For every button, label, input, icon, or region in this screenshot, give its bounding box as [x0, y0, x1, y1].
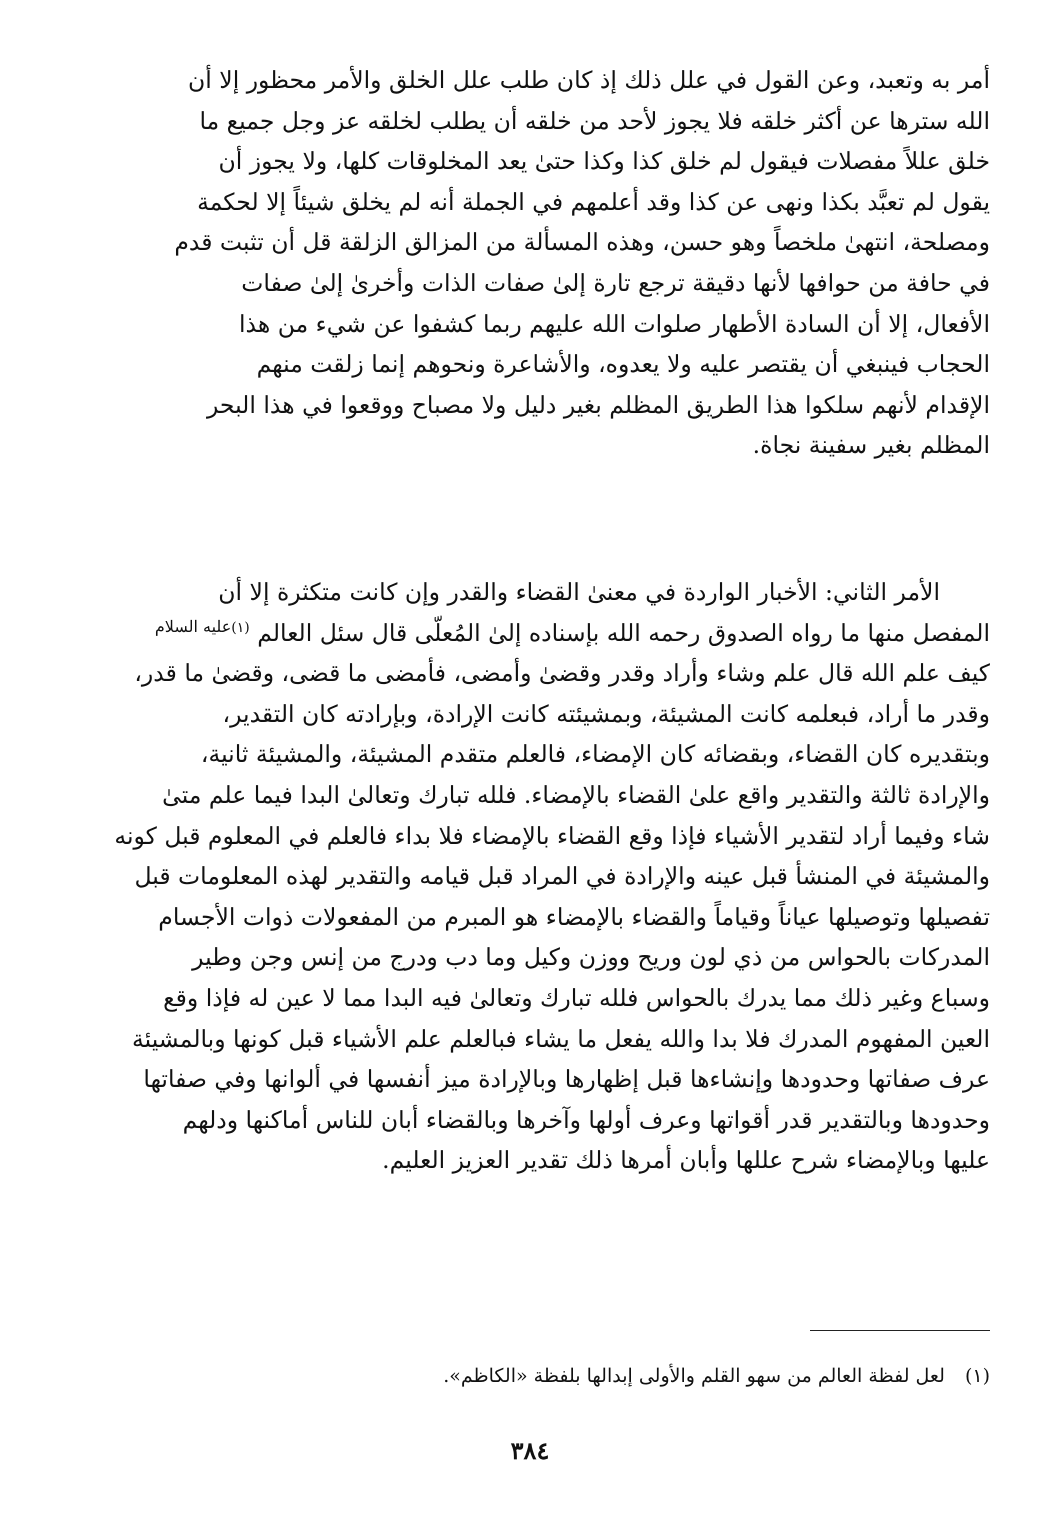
- text-line: ومصلحة، انتهىٰ ملخصاً وهو حسن، وهذه المسألة من المزالق الزلقة قل أن تثبت قدم: [174, 228, 990, 257]
- text-line: عليها وبالإمضاء شرح عللها وأبان أمرها ذلك تقدير العزيز العليم.: [382, 1146, 990, 1175]
- text-line: [70, 613, 990, 654]
- honorific-glyph: عليه السلام: [154, 616, 232, 636]
- text-line: شاء وفيما أراد لتقدير الأشياء فإذا وقع القضاء بالإمضاء فلا بداء فالعلم في المعلوم قبل كونه: [114, 821, 990, 850]
- text-line: والمشيئة في المنشأ قبل عينه والإرادة في المراد قبل قيامه والتقدير لهذه المعلومات قبل: [134, 862, 990, 891]
- text-line: وحدودها وبالتقدير قدر أقواتها وعرف أولها وآخرها وبالقضاء أبان للناس أماكنها ودلهم: [182, 1105, 990, 1134]
- footnote-text: لعل لفظة العالم من سهو القلم والأولى إبدالها بلفظة «الكاظم».: [443, 1365, 945, 1387]
- text-line: المدركات بالحواس من ذي لون وريح ووزن وكيل وما دب ودرج من إنس وجن وطير: [192, 943, 990, 972]
- text-line: وسباع وغير ذلك مما يدرك بالحواس فلله تبارك وتعالىٰ فيه البدا مما لا عين له فإذا وقع: [163, 983, 990, 1012]
- paragraph-2: [70, 572, 990, 1181]
- footnote-marker: (١): [231, 619, 250, 636]
- book-page: [70, 60, 990, 1500]
- text-line: خلق عللاً مفصلات فيقول لم خلق كذا وكذا حتىٰ يعد المخلوقات كلها، ولا يجوز أن: [218, 147, 990, 176]
- text-line: والإرادة ثالثة والتقدير واقع علىٰ القضاء بالإمضاء. فلله تبارك وتعالىٰ البدا فيما علم متىٰ: [162, 780, 990, 809]
- text-line: الحجاب فينبغي أن يقتصر عليه ولا يعدوه، والأشاعرة ونحوهم إنما زلقت منهم: [256, 350, 990, 379]
- text-line: تفصيلها وتوصيلها عياناً وقياماً والقضاء بالإمضاء هو المبرم من المفعولات ذوات الأجسام: [158, 902, 990, 931]
- text-line: وقدر ما أراد، فبعلمه كانت المشيئة، وبمشيئته كانت الإرادة، وبإرادته كان التقدير،: [222, 699, 990, 728]
- text-line: كيف علم الله قال علم وشاء وأراد وقدر وقضىٰ وأمضى، فأمضى ما قضى، وقضىٰ ما قدر،: [134, 659, 990, 688]
- text-line: وبتقديره كان القضاء، وبقضائه كان الإمضاء، فالعلم متقدم المشيئة، والمشيئة ثانية،: [200, 740, 990, 769]
- text-line: عرف صفاتها وحدودها وإنشاءها قبل إظهارها وبالإرادة ميز أنفسها في ألوانها وفي صفاتها: [143, 1065, 990, 1094]
- page-number: ٣٨٤: [510, 1436, 550, 1465]
- text-line: الإقدام لأنهم سلكوا هذا الطريق المظلم بغير دليل ولا مصباح ووقعوا في هذا البحر: [206, 390, 990, 419]
- text-line: الأفعال، إلا أن السادة الأطهار صلوات الله عليهم ربما كشفوا عن شيء من هذا: [239, 309, 990, 338]
- paragraph-1: [70, 60, 990, 466]
- footnote-divider: [810, 1330, 990, 1331]
- text-line: يقول لم تعبَّد بكذا ونهى عن كذا وقد أعلمهم في الجملة أنه لم يخلق شيئاً إلا لحكمة: [197, 187, 990, 216]
- text-line: أمر به وتعبد، وعن القول في علل ذلك إذ كان طلب علل الخلق والأمر محظور إلا أن: [188, 66, 990, 94]
- text-line: المظلم بغير سفينة نجاة.: [752, 431, 990, 460]
- text-line: الله سترها عن أكثر خلقه فلا يجوز لأحد من خلقه أن يطلب لخلقه عز وجل جميع ما: [199, 106, 990, 135]
- text-line-content: الأمر الثاني: الأخبار الواردة في معنىٰ القضاء والقدر وإن كانت متكثرة إلا أن: [218, 578, 940, 606]
- text-line: العين المفهوم المدرك فلا بدا والله يفعل ما يشاء فبالعلم علم الأشياء قبل كونها وبالمشيئة: [132, 1024, 990, 1053]
- text-line-content: المفصل منها ما رواه الصدوق رحمه الله بإسناده إلىٰ المُعلّى قال سئل العالم: [257, 618, 990, 647]
- text-line: [70, 572, 990, 613]
- footnote-number: (١): [964, 1365, 990, 1387]
- footnote: [70, 1360, 990, 1392]
- text-line: في حافة من حوافها لأنها دقيقة ترجع تارة إلىٰ صفات الذات وأخرىٰ إلىٰ صفات: [241, 268, 990, 297]
